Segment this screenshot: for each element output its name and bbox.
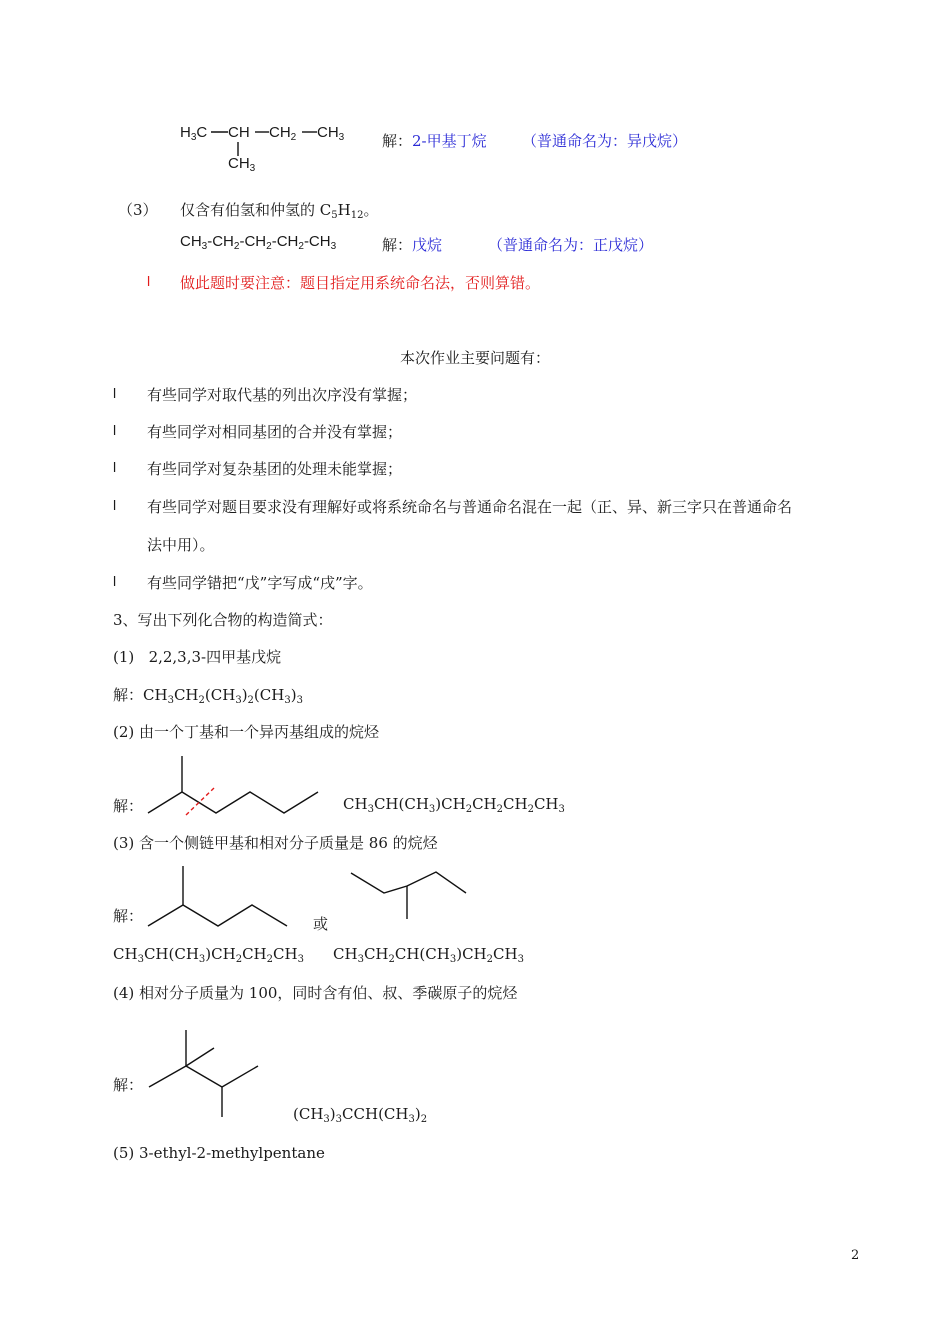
- summary-bullet: l: [113, 385, 117, 401]
- answer-p4-label: 解：: [113, 1076, 144, 1094]
- problem-1: (1) 2,2,3,3-四甲基戊烷: [113, 648, 282, 666]
- structure-2-methylbutane: $H_3C$: [180, 124, 208, 143]
- section-3-heading: 3、写出下列化合物的构造简式：: [113, 611, 333, 629]
- formula-p2: $CH_3CH(CH_3)CH_2CH_2CH_2CH_3$: [343, 795, 565, 815]
- formula-p3a: $CH_3CH(CH_3)CH_2CH_2CH_3$: [113, 945, 304, 965]
- common-name-2: （普通命名为：正戊烷）: [488, 236, 654, 254]
- answer-2: 解：戊烷: [382, 236, 443, 254]
- pentane-formula: $CH_3-CH_2-CH_2-CH_2-CH_3$: [180, 233, 337, 252]
- answer-p3-label: 解：: [113, 907, 144, 925]
- problem-4: (4) 相对分子质量为 100，同时含有伯、叔、季碳原子的烷烃: [113, 984, 518, 1002]
- summary-bullet: l: [113, 497, 117, 513]
- problem-3: (3) 含一个侧链甲基和相对分子质量是 86 的烷烃: [113, 834, 438, 852]
- page-number: 2: [851, 1248, 860, 1263]
- summary-title: 本次作业主要问题有：: [400, 349, 551, 367]
- summary-item-4-cont: 法中用）。: [147, 536, 215, 554]
- summary-item-2: 有些同学对相同基团的合并没有掌握；: [147, 423, 403, 441]
- or-label: 或: [313, 915, 329, 933]
- summary-item-4: 有些同学对题目要求没有理解好或将系统命名与普通命名混在一起（正、异、新三字只在普通命名: [147, 498, 793, 516]
- summary-bullet: l: [113, 459, 117, 475]
- problem-2: (2) 由一个丁基和一个异丙基组成的烷烃: [113, 723, 380, 741]
- ch-group: CH: [228, 124, 250, 141]
- note-text: 做此题时要注意：题目指定用系统命名法，否则算错。: [180, 274, 541, 292]
- question-3-number: （3）: [118, 201, 158, 219]
- ch3-branch: $CH_3$: [228, 155, 256, 174]
- summary-bullet: l: [113, 422, 117, 438]
- summary-bullet: l: [113, 573, 117, 589]
- summary-item-5: 有些同学错把“戊”字写成“戌”字。: [147, 574, 373, 592]
- ch3-group: $CH_3$: [317, 124, 345, 143]
- summary-item-3: 有些同学对复杂基团的处理未能掌握；: [147, 460, 403, 478]
- note-bullet: l: [147, 273, 151, 289]
- answer-1: 解：2-甲基丁烷: [382, 132, 487, 150]
- ch2-group: $CH_2$: [269, 124, 297, 143]
- question-3-text: 仅含有伯氢和仲氢的 $C_5H_{12}$。: [180, 201, 379, 221]
- answer-p1: 解：$CH_3CH_2(CH_3)_2(CH_3)_3$: [113, 686, 303, 706]
- formula-p3b: $CH_3CH_2CH(CH_3)CH_2CH_3$: [333, 945, 524, 965]
- common-name-1: （普通命名为：异戊烷）: [522, 132, 688, 150]
- problem-5: (5) 3-ethyl-2-methylpentane: [113, 1144, 325, 1162]
- answer-p2-label: 解：: [113, 797, 144, 815]
- formula-p4: $(CH_3)_3CCH(CH_3)_2$: [293, 1105, 428, 1125]
- summary-item-1: 有些同学对取代基的列出次序没有掌握；: [147, 386, 418, 404]
